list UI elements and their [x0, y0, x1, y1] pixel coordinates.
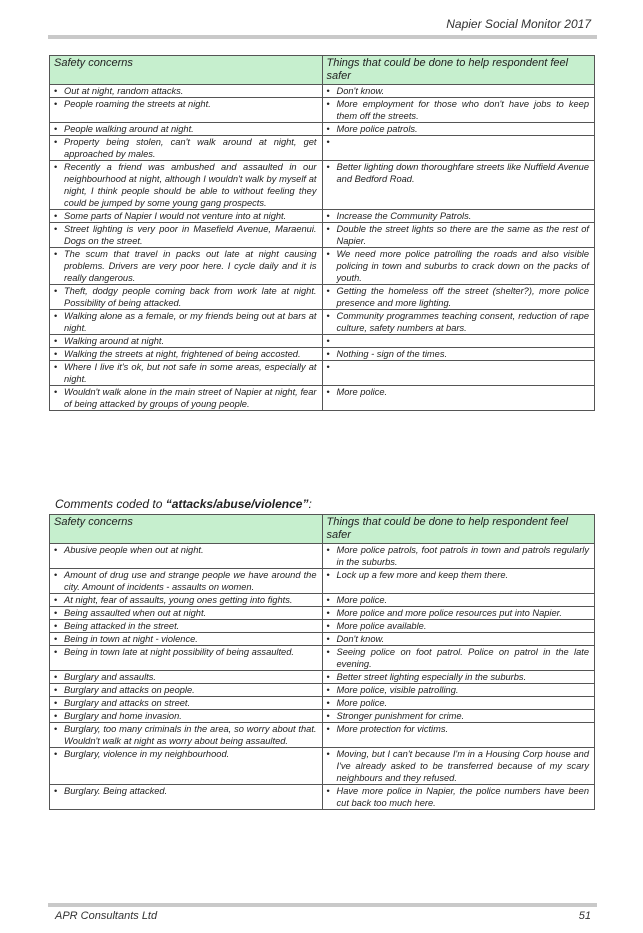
bullet-item: [54, 136, 317, 160]
bullet-item: [327, 748, 590, 784]
bullet-item: [327, 785, 590, 809]
table-row: [50, 684, 595, 697]
bullet-icon: •: [326, 608, 330, 618]
column-header-suggestions: Things that could be done to help respondent feel safer: [322, 56, 595, 85]
bullet-item: [327, 620, 590, 632]
bullet-icon: •: [326, 336, 330, 346]
bullet-icon: •: [326, 124, 330, 134]
bullet-icon: •: [54, 711, 58, 721]
concern-cell: [50, 607, 323, 620]
bullet-item: [54, 710, 317, 722]
page-header-title: Napier Social Monitor 2017: [446, 17, 591, 31]
table-row: [50, 710, 595, 723]
suggestion-cell: [322, 335, 595, 348]
table-row: [50, 671, 595, 684]
suggestion-cell: [322, 594, 595, 607]
concern-cell: [50, 136, 323, 161]
suggestion-cell: [322, 684, 595, 697]
concern-cell: [50, 569, 323, 594]
table-body: [50, 85, 595, 411]
cell-text: People walking around at night.: [64, 124, 194, 134]
cell-text: Being in town at night - violence.: [64, 634, 198, 644]
bullet-item: [327, 569, 590, 581]
bullet-item: [54, 748, 317, 760]
suggestion-cell: [322, 723, 595, 748]
concern-cell: [50, 646, 323, 671]
bullet-icon: •: [54, 634, 58, 644]
bullet-icon: •: [54, 570, 58, 580]
table-row: [50, 310, 595, 335]
concern-cell: [50, 85, 323, 98]
cell-text: More police and more police resources put into Napier.: [336, 608, 562, 618]
bullet-item: [54, 594, 317, 606]
cell-text: More police, visible patrolling.: [336, 685, 459, 695]
cell-text: Recently a friend was ambushed and assaulted in our neighbourhood at night, although I wouldn't walk by myself at night, I think people should be able to without feeling they could be jumped by some young gang prospects.: [64, 162, 317, 208]
suggestion-cell: [322, 569, 595, 594]
cell-text: Have more police in Napier, the police numbers have been cut back too much here.: [336, 786, 589, 808]
cell-text: Abusive people when out at night.: [64, 545, 204, 555]
cell-text: Out at night, random attacks.: [64, 86, 184, 96]
suggestion-cell: [322, 633, 595, 646]
bullet-icon: •: [54, 786, 58, 796]
cell-text: Increase the Community Patrols.: [336, 211, 472, 221]
concern-cell: [50, 594, 323, 607]
bullet-icon: •: [54, 647, 58, 657]
suggestion-cell: [322, 386, 595, 411]
bullet-icon: •: [326, 211, 330, 221]
concern-cell: [50, 748, 323, 785]
bullet-item: [327, 335, 590, 347]
cell-text: Being assaulted when out at night.: [64, 608, 207, 618]
table-row: [50, 285, 595, 310]
table-row: [50, 335, 595, 348]
table-row: [50, 98, 595, 123]
cell-text: Where I live it's ok, but not safe in some areas, especially at night.: [64, 362, 317, 384]
cell-text: Better lighting down thoroughfare streets like Nuffield Avenue and Bedford Road.: [336, 162, 589, 184]
cell-text: At night, fear of assaults, young ones getting into fights.: [64, 595, 293, 605]
bullet-item: [327, 684, 590, 696]
bullet-icon: •: [54, 336, 58, 346]
suggestion-cell: [322, 697, 595, 710]
concern-cell: [50, 248, 323, 285]
bullet-item: [327, 671, 590, 683]
bullet-icon: •: [54, 211, 58, 221]
cell-text: Theft, dodgy people coming back from work late at night. Possibility of being attacked.: [64, 286, 317, 308]
bullet-icon: •: [326, 749, 330, 759]
bullet-icon: •: [54, 545, 58, 555]
bullet-item: [54, 310, 317, 334]
cell-text: Nothing - sign of the times.: [336, 349, 448, 359]
bullet-icon: •: [326, 162, 330, 172]
bullet-item: [327, 361, 590, 373]
bullet-item: [54, 671, 317, 683]
suggestion-cell: [322, 607, 595, 620]
concern-cell: [50, 723, 323, 748]
bullet-icon: •: [54, 749, 58, 759]
table-row: [50, 361, 595, 386]
bullet-item: [327, 607, 590, 619]
bullet-icon: •: [326, 711, 330, 721]
section-heading-suffix: :: [308, 497, 312, 511]
cell-text: Burglary, too many criminals in the area, so worry about that. Wouldn't walk at night as worry about being assaulted.: [64, 724, 317, 746]
suggestion-cell: [322, 123, 595, 136]
concern-cell: [50, 285, 323, 310]
cell-text: More police patrols, foot patrols in town and patrols regularly in the suburbs.: [336, 545, 589, 567]
bullet-item: [54, 607, 317, 619]
bullet-item: [54, 723, 317, 747]
cell-text: Burglary and assaults.: [64, 672, 156, 682]
cell-text: Burglary and attacks on people.: [64, 685, 195, 695]
concern-cell: [50, 161, 323, 210]
cell-text: Community programmes teaching consent, reduction of rape culture, safety numbers at bars.: [336, 311, 589, 333]
suggestion-cell: [322, 710, 595, 723]
suggestion-cell: [322, 310, 595, 335]
bullet-icon: •: [54, 724, 58, 734]
bullet-item: [54, 85, 317, 97]
cell-text: People roaming the streets at night.: [64, 99, 211, 109]
bullet-item: [327, 594, 590, 606]
suggestion-cell: [322, 85, 595, 98]
table-header-row: [50, 515, 595, 544]
bullet-icon: •: [54, 595, 58, 605]
cell-text: Burglary, violence in my neighbourhood.: [64, 749, 230, 759]
bullet-item: [54, 386, 317, 410]
concern-cell: [50, 620, 323, 633]
cell-text: The scum that travel in packs out late at night causing problems. Drivers are very poor here. I cycle daily and it is really dangerous.: [64, 249, 317, 283]
bullet-icon: •: [326, 387, 330, 397]
bullet-item: [54, 123, 317, 135]
footer-divider: [48, 903, 597, 907]
suggestion-cell: [322, 646, 595, 671]
bullet-icon: •: [326, 311, 330, 321]
table-row: [50, 785, 595, 810]
table-row: [50, 748, 595, 785]
concern-cell: [50, 671, 323, 684]
cell-text: Walking the streets at night, frightened of being accosted.: [64, 349, 301, 359]
concern-cell: [50, 348, 323, 361]
concern-cell: [50, 544, 323, 569]
bullet-item: [327, 136, 590, 148]
cell-text: Lock up a few more and keep them there.: [336, 570, 509, 580]
suggestion-cell: [322, 748, 595, 785]
table-row: [50, 633, 595, 646]
bullet-item: [327, 85, 590, 97]
table-row: [50, 723, 595, 748]
bullet-icon: •: [54, 162, 58, 172]
bullet-icon: •: [54, 224, 58, 234]
table-row: [50, 123, 595, 136]
bullet-item: [54, 161, 317, 209]
suggestion-cell: [322, 785, 595, 810]
bullet-icon: •: [54, 349, 58, 359]
bullet-item: [54, 544, 317, 556]
bullet-item: [54, 697, 317, 709]
bullet-item: [54, 361, 317, 385]
cell-text: Burglary and home invasion.: [64, 711, 182, 721]
suggestion-cell: [322, 248, 595, 285]
cell-text: Burglary and attacks on street.: [64, 698, 191, 708]
bullet-icon: •: [54, 685, 58, 695]
table-row: [50, 85, 595, 98]
bullet-icon: •: [326, 672, 330, 682]
bullet-icon: •: [326, 286, 330, 296]
cell-text: Better street lighting especially in the suburbs.: [336, 672, 527, 682]
cell-text: Being attacked in the street.: [64, 621, 180, 631]
bullet-icon: •: [326, 224, 330, 234]
table-row: [50, 544, 595, 569]
bullet-item: [327, 386, 590, 398]
bullet-item: [327, 710, 590, 722]
bullet-item: [327, 285, 590, 309]
column-header-suggestions: Things that could be done to help respondent feel safer: [322, 515, 595, 544]
cell-text: Seeing police on foot patrol. Police on patrol in the late evening.: [336, 647, 589, 669]
concern-cell: [50, 684, 323, 697]
bullet-icon: •: [326, 595, 330, 605]
bullet-item: [327, 161, 590, 185]
cell-text: [337, 361, 590, 373]
bullet-icon: •: [326, 570, 330, 580]
cell-text: Property being stolen, can't walk around at night, get approached by males.: [64, 137, 317, 159]
concern-cell: [50, 123, 323, 136]
bullet-icon: •: [54, 698, 58, 708]
table-row: [50, 348, 595, 361]
bullet-item: [327, 633, 590, 645]
bullet-icon: •: [326, 349, 330, 359]
table-row: [50, 136, 595, 161]
bullet-item: [327, 210, 590, 222]
column-header-concerns: Safety concerns: [50, 56, 323, 85]
bullet-icon: •: [326, 86, 330, 96]
bullet-icon: •: [54, 249, 58, 259]
safety-concerns-table-2: [49, 514, 595, 810]
table-row: [50, 607, 595, 620]
bullet-icon: •: [326, 698, 330, 708]
bullet-item: [54, 223, 317, 247]
table-header-row: [50, 56, 595, 85]
cell-text: More police.: [336, 698, 388, 708]
suggestion-cell: [322, 285, 595, 310]
footer-company: APR Consultants Ltd: [55, 910, 158, 922]
table-row: [50, 646, 595, 671]
bullet-icon: •: [326, 685, 330, 695]
page-number: 51: [578, 910, 591, 922]
table-row: [50, 223, 595, 248]
bullet-item: [54, 348, 317, 360]
concern-cell: [50, 210, 323, 223]
bullet-icon: •: [54, 387, 58, 397]
bullet-icon: •: [326, 647, 330, 657]
bullet-item: [54, 646, 317, 658]
bullet-icon: •: [54, 672, 58, 682]
bullet-icon: •: [54, 124, 58, 134]
concern-cell: [50, 633, 323, 646]
concern-cell: [50, 335, 323, 348]
bullet-item: [54, 633, 317, 645]
bullet-icon: •: [54, 311, 58, 321]
cell-text: Double the street lights so there are the same as the rest of Napier.: [336, 224, 589, 246]
suggestion-cell: [322, 348, 595, 361]
table-row: [50, 386, 595, 411]
bullet-item: [327, 544, 590, 568]
cell-text: Walking alone as a female, or my friends being out at bars at night.: [64, 311, 317, 333]
bullet-item: [54, 785, 317, 797]
table-row: [50, 697, 595, 710]
bullet-icon: •: [326, 786, 330, 796]
cell-text: Getting the homeless off the street (shelter?), more police presence and more lighting.: [336, 286, 589, 308]
concern-cell: [50, 697, 323, 710]
concern-cell: [50, 223, 323, 248]
bullet-icon: •: [326, 137, 330, 147]
section-heading-prefix: Comments coded to: [55, 497, 166, 511]
bullet-icon: •: [54, 362, 58, 372]
bullet-icon: •: [54, 608, 58, 618]
concern-cell: [50, 785, 323, 810]
bullet-item: [54, 98, 317, 110]
bullet-item: [327, 123, 590, 135]
bullet-item: [54, 620, 317, 632]
bullet-item: [327, 348, 590, 360]
bullet-icon: •: [326, 362, 330, 372]
cell-text: More police patrols.: [336, 124, 418, 134]
cell-text: More police available.: [336, 621, 427, 631]
suggestion-cell: [322, 136, 595, 161]
cell-text: [337, 335, 590, 347]
concern-cell: [50, 310, 323, 335]
bullet-icon: •: [326, 634, 330, 644]
header-divider: [48, 35, 597, 39]
concern-cell: [50, 710, 323, 723]
table-row: [50, 620, 595, 633]
cell-text: More police.: [336, 387, 388, 397]
table-row: [50, 210, 595, 223]
bullet-item: [54, 335, 317, 347]
cell-text: More protection for victims.: [336, 724, 449, 734]
cell-text: Some parts of Napier I would not venture into at night.: [64, 211, 287, 221]
table-row: [50, 594, 595, 607]
cell-text: Amount of drug use and strange people we have around the city. Amount of incidents - assaults on women.: [64, 570, 317, 592]
bullet-icon: •: [54, 137, 58, 147]
bullet-item: [327, 723, 590, 735]
cell-text: Moving, but I can't because I'm in a Housing Corp house and I've already asked to be transferred because of my scary neighbours and they refused.: [336, 749, 589, 783]
bullet-item: [54, 569, 317, 593]
suggestion-cell: [322, 620, 595, 633]
bullet-item: [327, 646, 590, 670]
table-body: [50, 544, 595, 810]
bullet-item: [54, 684, 317, 696]
bullet-item: [327, 223, 590, 247]
bullet-item: [54, 248, 317, 284]
suggestion-cell: [322, 544, 595, 569]
cell-text: More police.: [336, 595, 388, 605]
table-row: [50, 248, 595, 285]
suggestion-cell: [322, 223, 595, 248]
concern-cell: [50, 386, 323, 411]
column-header-concerns: Safety concerns: [50, 515, 323, 544]
cell-text: Street lighting is very poor in Masefield Avenue, Maraenui. Dogs on the street.: [64, 224, 317, 246]
concern-cell: [50, 98, 323, 123]
cell-text: Don't know.: [336, 86, 385, 96]
cell-text: Burglary. Being attacked.: [64, 786, 168, 796]
bullet-item: [54, 210, 317, 222]
safety-concerns-table-1: [49, 55, 595, 411]
table-row: [50, 161, 595, 210]
cell-text: Don't know.: [336, 634, 385, 644]
bullet-icon: •: [326, 249, 330, 259]
bullet-item: [327, 310, 590, 334]
section-heading-code: “attacks/abuse/violence”: [165, 497, 309, 511]
cell-text: We need more police patrolling the roads and also visible policing in town and suburbs to crack down on the packs of youth.: [336, 249, 589, 283]
cell-text: Stronger punishment for crime.: [336, 711, 465, 721]
cell-text: More employment for those who don't have jobs to keep them off the streets.: [336, 99, 589, 121]
bullet-icon: •: [326, 724, 330, 734]
cell-text: [337, 136, 590, 148]
suggestion-cell: [322, 210, 595, 223]
cell-text: Wouldn't walk alone in the main street of Napier at night, fear of being attacked by groups of young people.: [64, 387, 317, 409]
bullet-item: [327, 697, 590, 709]
cell-text: Walking around at night.: [64, 336, 165, 346]
bullet-icon: •: [54, 621, 58, 631]
bullet-icon: •: [54, 86, 58, 96]
bullet-icon: •: [326, 99, 330, 109]
section-heading: [55, 497, 312, 511]
bullet-item: [54, 285, 317, 309]
suggestion-cell: [322, 361, 595, 386]
bullet-icon: •: [54, 99, 58, 109]
concern-cell: [50, 361, 323, 386]
suggestion-cell: [322, 161, 595, 210]
cell-text: Being in town late at night possibility of being assaulted.: [64, 647, 294, 657]
bullet-icon: •: [326, 545, 330, 555]
suggestion-cell: [322, 671, 595, 684]
bullet-icon: •: [54, 286, 58, 296]
bullet-item: [327, 248, 590, 284]
suggestion-cell: [322, 98, 595, 123]
bullet-icon: •: [326, 621, 330, 631]
bullet-item: [327, 98, 590, 122]
table-row: [50, 569, 595, 594]
